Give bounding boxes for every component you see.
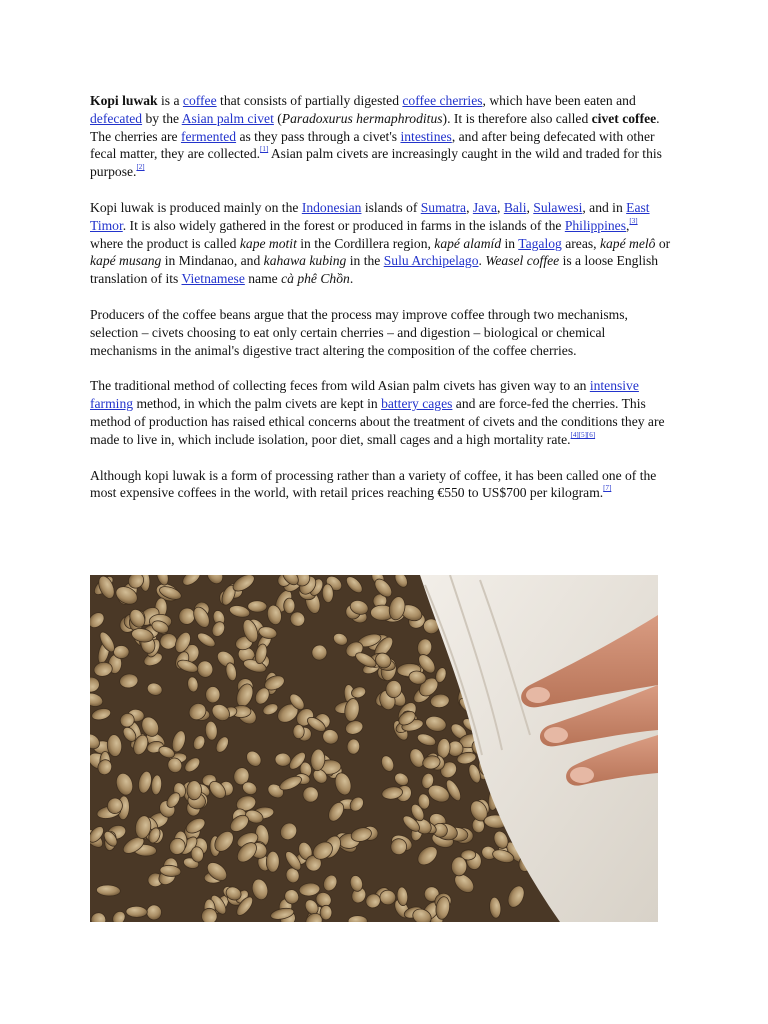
text: is a	[157, 93, 183, 108]
text: .	[478, 253, 486, 269]
term-ca-phe-chon: cà phê Chồn	[281, 271, 350, 287]
text: , and in	[582, 199, 627, 215]
text: areas,	[561, 235, 600, 251]
article-body	[90, 92, 674, 520]
text: ,	[466, 199, 473, 215]
text: Although kopi luwak is a form of processing rather than a variety of coffee, it has been called one of the most expensive coffees in the world, with retail prices reaching €550 to US$700 per kilogram.	[90, 467, 657, 501]
reference-link-2[interactable]: [2]	[136, 163, 145, 172]
term-kape-melo: kapé melô	[599, 235, 656, 251]
reference-link-7[interactable]: [7]	[603, 484, 612, 493]
link-tagalog[interactable]: Tagalog	[518, 235, 562, 251]
link-fermented[interactable]: fermented	[180, 128, 237, 144]
paragraph-production	[90, 199, 674, 288]
link-intensive-farming[interactable]: intensive farming	[90, 378, 639, 412]
link-defecated[interactable]: defecated	[90, 110, 143, 126]
text: as they pass through a civet's	[236, 128, 401, 144]
link-indonesian[interactable]: Indonesian	[301, 199, 362, 215]
paragraph-price	[90, 467, 674, 503]
term-kape-musang: kapé musang	[90, 253, 162, 269]
text: by the	[142, 110, 182, 126]
link-sulu-archipelago[interactable]: Sulu Archipelago	[383, 253, 479, 269]
text: or	[655, 235, 671, 251]
link-coffee[interactable]: coffee	[182, 93, 217, 108]
text: in	[501, 235, 519, 251]
text: .	[349, 271, 354, 287]
fingernail-3	[570, 767, 594, 783]
paragraph-intro	[90, 92, 674, 181]
link-coffee-cherries[interactable]: coffee cherries	[402, 93, 483, 108]
text: and are force-fed the cherries. This method of production has raised ethical concerns about the treatment of civets and the conditions they are made to live in, which include isolation, poor diet, small cages and a high mortality rate.	[90, 396, 665, 447]
text: , and after being defecated with other fecal matter, they are collected.	[90, 128, 655, 162]
text: Kopi luwak is produced mainly on the	[90, 199, 302, 215]
text: . It is also widely gathered in the forest or produced in farms in the islands of the	[122, 217, 565, 233]
term-kape-alamid: kapé alamíd	[434, 235, 502, 251]
coffee-bean	[451, 857, 467, 877]
text: ,	[497, 199, 504, 215]
link-vietnamese[interactable]: Vietnamese	[181, 271, 245, 287]
text: where the product is called	[90, 235, 240, 251]
text: name	[244, 271, 282, 287]
link-sumatra[interactable]: Sumatra	[420, 199, 467, 215]
term-weasel-coffee: Weasel coffee	[485, 253, 560, 269]
link-battery-cages[interactable]: battery cages	[381, 396, 453, 412]
text: in Mindanao, and	[161, 253, 264, 269]
paragraph-mechanisms: Producers of the coffee beans argue that the process may improve coffee through two mechanisms, selection – civets choosing to eat only certain cherries – and digestion – biological or chemical mechanisms in the animal's digestive tract altering the composition of the coffee cherries.	[90, 306, 628, 358]
coffee-bean	[293, 725, 304, 739]
text: ,	[526, 199, 534, 215]
kopi-luwak-photo	[90, 575, 658, 922]
text: (	[273, 110, 282, 126]
coffee-bean	[284, 598, 295, 614]
scientific-name: Paradoxurus hermaphroditus	[281, 110, 443, 126]
fingernail-1	[526, 687, 550, 703]
text: , which have been eaten and	[482, 93, 636, 108]
text: in the	[346, 253, 384, 269]
coffee-bean	[126, 906, 148, 918]
text: ). It is therefore also called	[442, 110, 592, 126]
link-philippines[interactable]: Philippines	[564, 217, 626, 233]
text: The traditional method of collecting feces from wild Asian palm civets has given way to an	[90, 378, 590, 394]
link-east-timor[interactable]: East Timor	[90, 199, 650, 233]
link-intestines[interactable]: intestines	[400, 128, 452, 144]
coffee-bean	[320, 905, 332, 920]
text: Asian palm civets are increasingly caught in the wild and traded for this purpose.	[90, 146, 662, 180]
link-sulawesi[interactable]: Sulawesi	[533, 199, 583, 215]
coffee-bean	[113, 645, 129, 659]
text: is a loose English translation of its	[90, 253, 659, 287]
coffee-bean	[248, 601, 267, 613]
term-civet-coffee: civet coffee	[591, 110, 657, 126]
reference-link-1[interactable]: [1]	[260, 145, 269, 154]
coffee-bean	[266, 851, 279, 872]
coffee-bean	[205, 686, 220, 703]
term-kopi-luwak: Kopi luwak	[90, 93, 158, 108]
photo-illustration	[90, 575, 658, 922]
coffee-bean	[187, 780, 202, 799]
reference-link-3[interactable]: [3]	[629, 216, 638, 225]
link-asian-palm-civet[interactable]: Asian palm civet	[181, 110, 274, 126]
text: . The cherries are	[90, 110, 660, 144]
fingernail-2	[544, 727, 568, 743]
reference-link-4-5-6[interactable]: [4][5][6]	[570, 430, 596, 439]
text: method, in which the palm civets are kept in	[133, 396, 382, 412]
text: that consists of partially digested	[216, 93, 403, 108]
paragraph-farming	[90, 377, 674, 448]
term-kape-motit: kape motit	[239, 235, 297, 251]
link-bali[interactable]: Bali	[503, 199, 527, 215]
term-kahawa-kubing: kahawa kubing	[263, 253, 347, 269]
text: ,	[626, 217, 630, 233]
text: islands of	[361, 199, 421, 215]
link-java[interactable]: Java	[472, 199, 498, 215]
text: in the Cordillera region,	[296, 235, 435, 251]
